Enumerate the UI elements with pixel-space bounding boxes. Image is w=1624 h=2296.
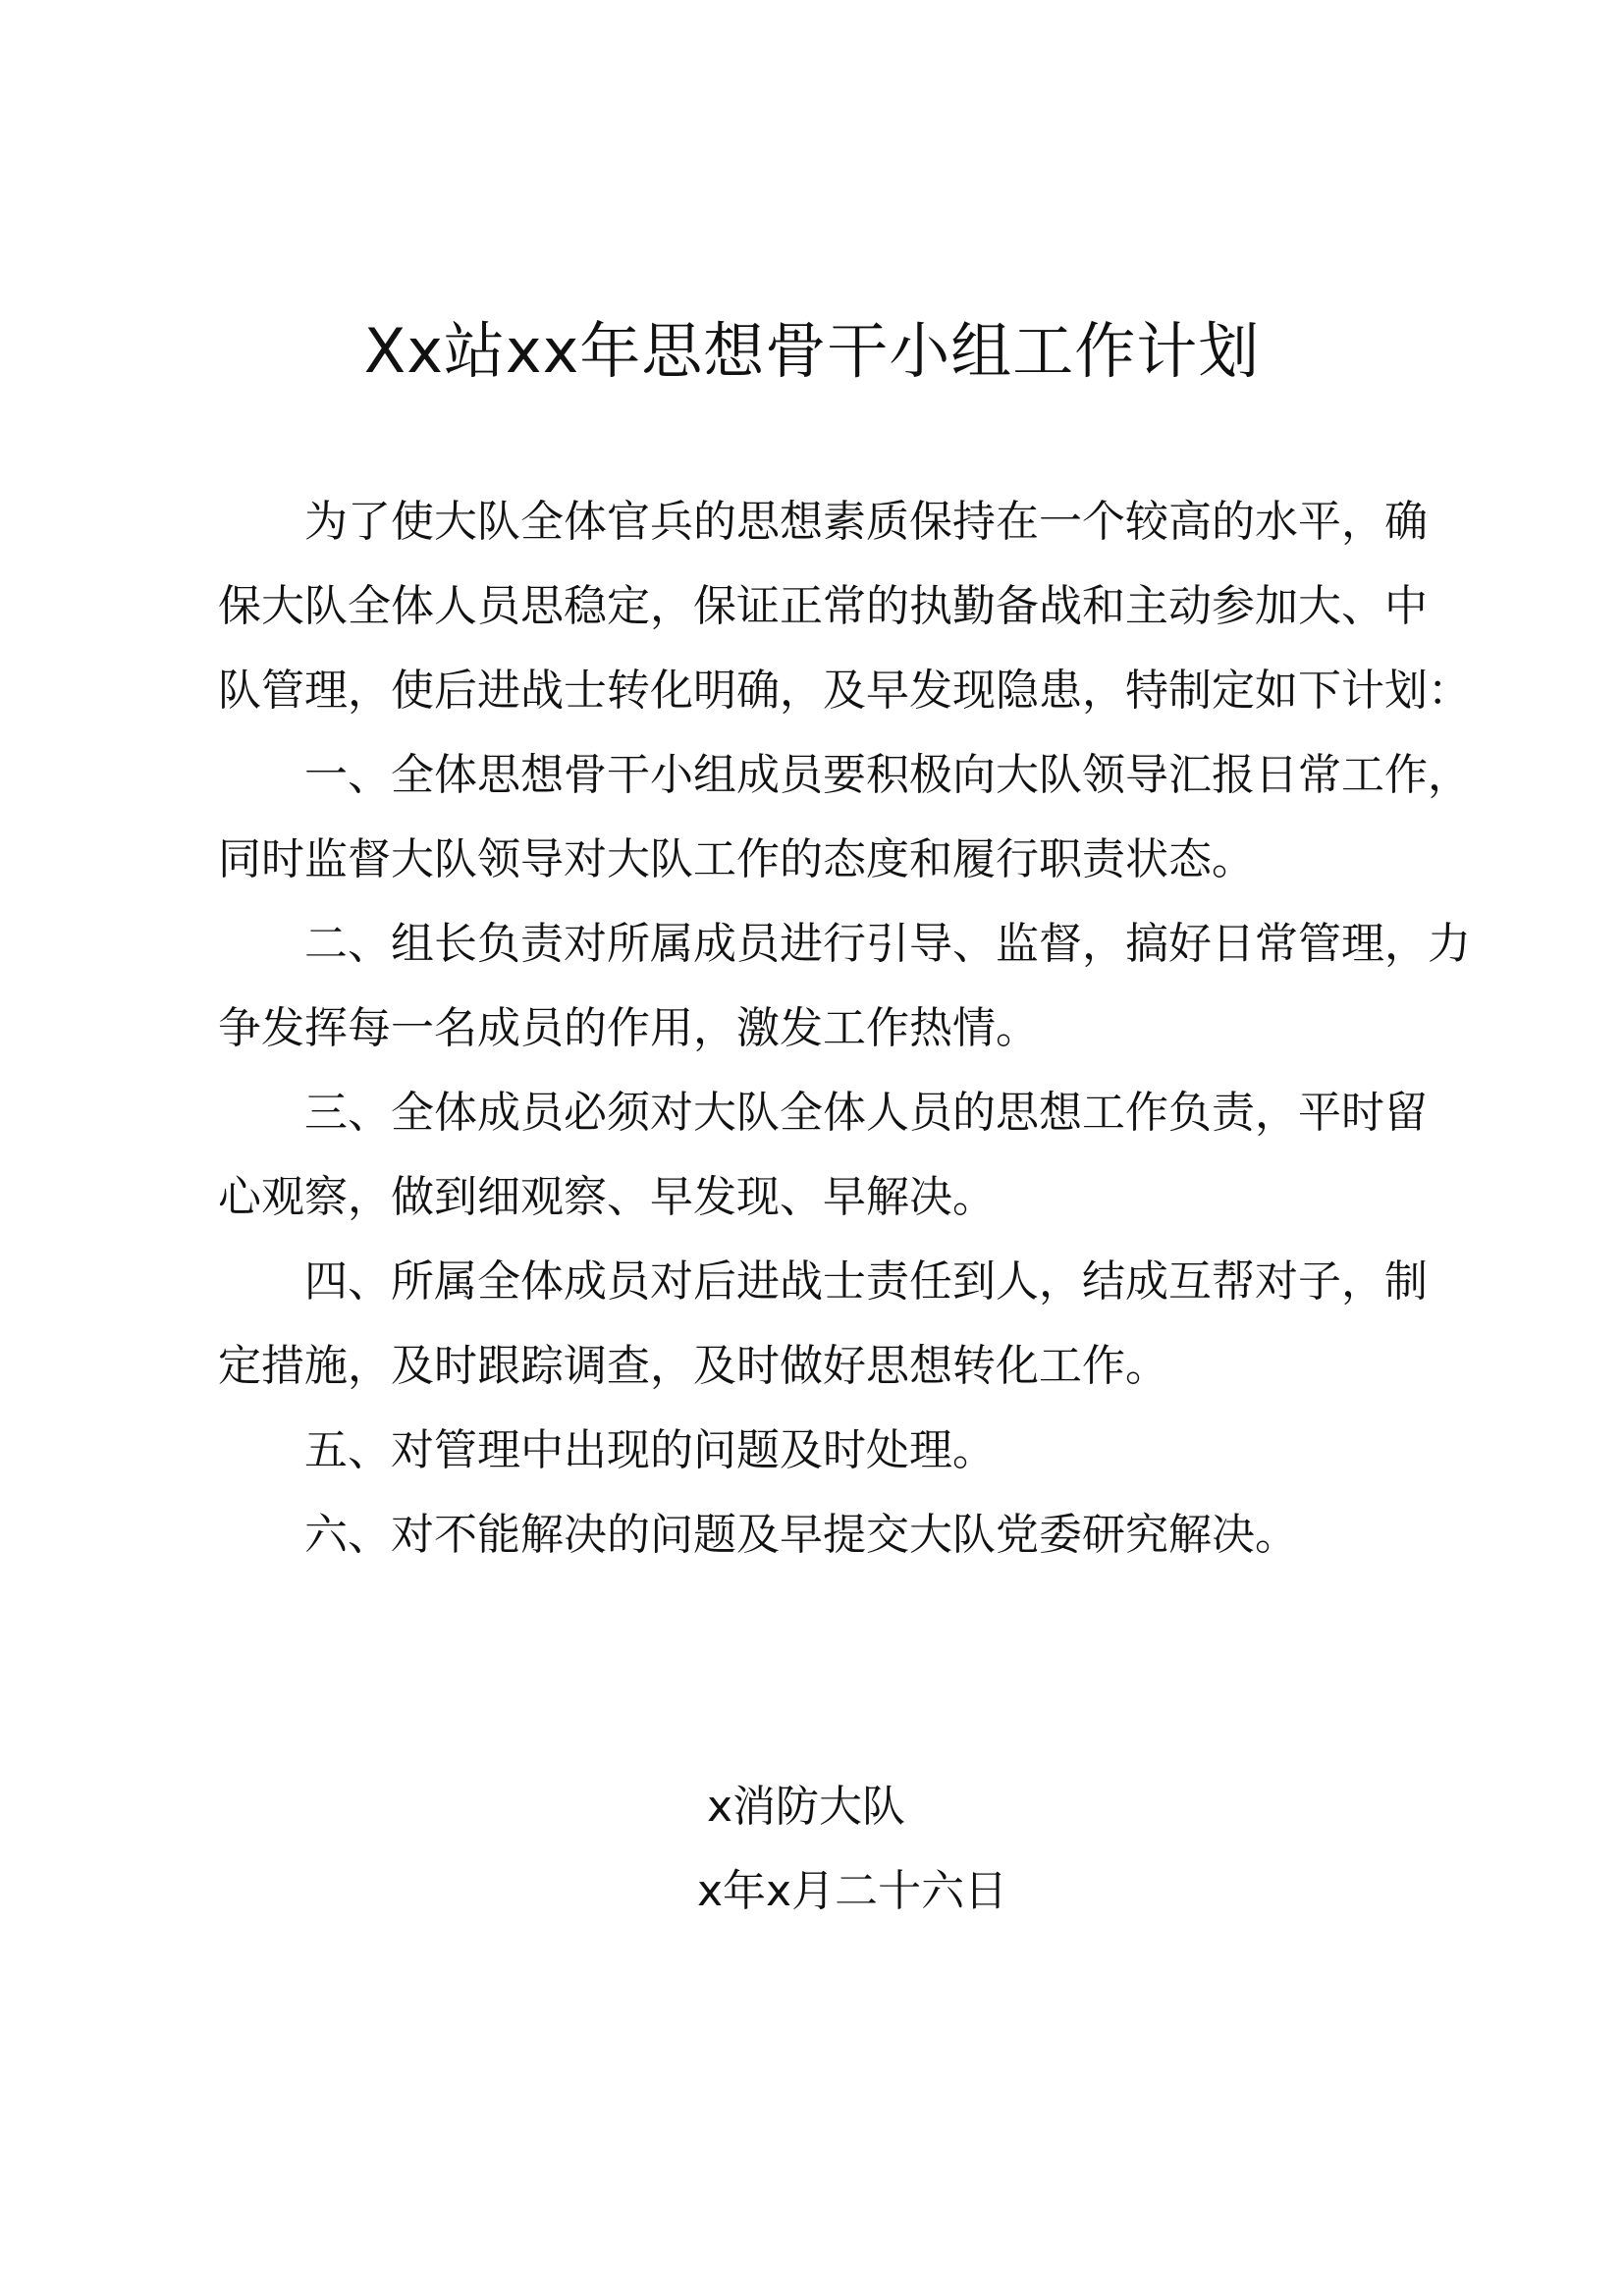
- paragraph-line: 三、全体成员必须对大队全体人员的思想工作负责，平时留: [304, 1088, 1428, 1138]
- paragraph-line: 四、所属全体成员对后进战士责任到人，结成互帮对子，制: [304, 1256, 1428, 1307]
- paragraph-line: 同时监督大队领导对大队工作的态度和履行职责状态。: [218, 834, 1255, 884]
- paragraph-line: 为了使大队全体官兵的思想素质保持在一个较高的水平，确: [304, 497, 1428, 547]
- paragraph-line: 队管理，使后进战士转化明确，及早发现隐患，特制定如下计划：: [218, 666, 1471, 716]
- document-title: Xx站xx年思想骨干小组工作计划: [363, 315, 1261, 387]
- paragraph-line: 五、对管理中出现的问题及时处理。: [304, 1425, 996, 1475]
- paragraph-line: 争发挥每一名成员的作用，激发工作热情。: [218, 1003, 1039, 1053]
- paragraph-line: 保大队全体人员思稳定，保证正常的执勤备战和主动参加大、中: [218, 581, 1428, 631]
- paragraph-line: 六、对不能解决的问题及早提交大队党委研究解决。: [304, 1510, 1298, 1560]
- paragraph-line: 心观察，做到细观察、早发现、早解决。: [218, 1172, 996, 1222]
- signature-organization: x消防大队: [707, 1782, 906, 1832]
- paragraph-line: 一、全体思想骨干小组成员要积极向大队领导汇报日常工作，: [304, 750, 1471, 800]
- paragraph-line: 二、组长负责对所属成员进行引导、监督，搞好日常管理，力: [304, 919, 1471, 969]
- paragraph-line: 定措施，及时跟踪调查，及时做好思想转化工作。: [218, 1341, 1168, 1391]
- signature-date: x年x月二十六日: [697, 1866, 1008, 1916]
